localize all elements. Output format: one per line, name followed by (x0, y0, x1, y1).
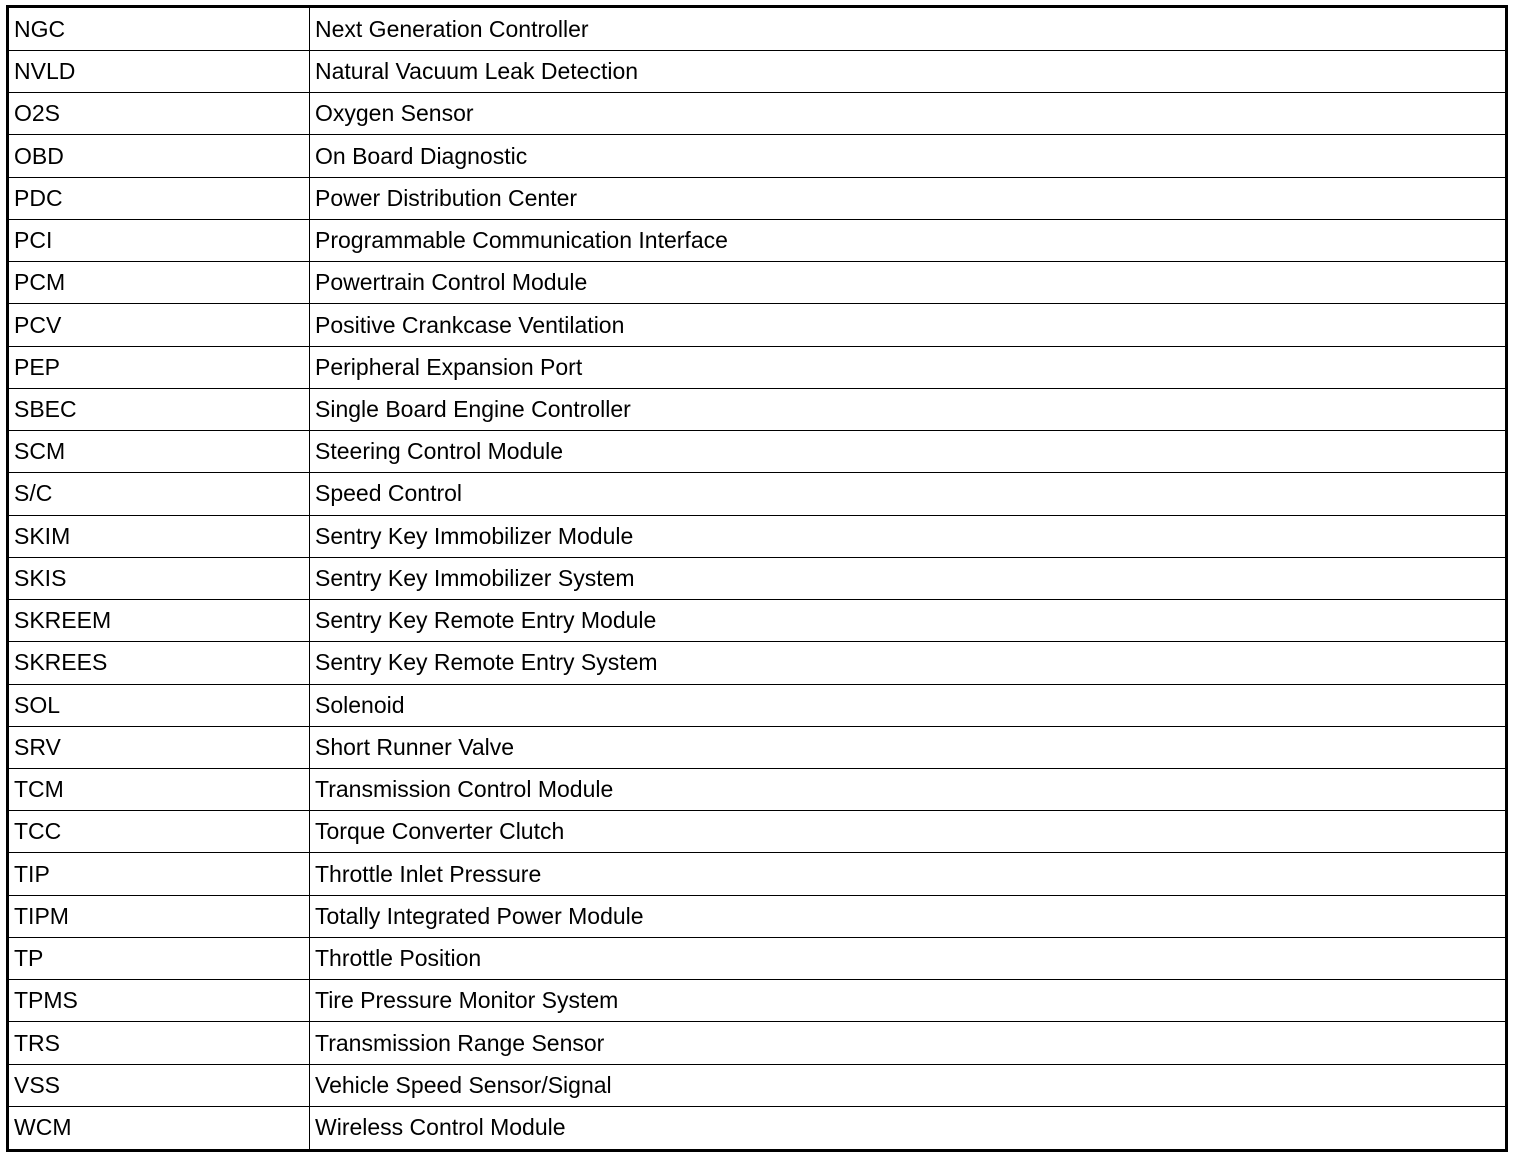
abbreviation-cell: PEP (8, 346, 310, 388)
abbreviation-table (6, 5, 1508, 1152)
meaning-cell: Next Generation Controller (310, 7, 1507, 51)
meaning-cell: Throttle Position (310, 937, 1507, 979)
abbreviation-cell: TCC (8, 811, 310, 853)
abbreviation-cell: SCM (8, 431, 310, 473)
abbreviation-cell: NGC (8, 7, 310, 51)
meaning-cell: Peripheral Expansion Port (310, 346, 1507, 388)
table-row (8, 811, 1507, 853)
meaning-cell: Power Distribution Center (310, 177, 1507, 219)
meaning-cell: Transmission Control Module (310, 768, 1507, 810)
abbreviation-cell: PCM (8, 262, 310, 304)
table-row (8, 431, 1507, 473)
table-row (8, 726, 1507, 768)
abbreviation-cell: TPMS (8, 980, 310, 1022)
meaning-cell: Positive Crankcase Ventilation (310, 304, 1507, 346)
table-row (8, 388, 1507, 430)
abbreviation-cell: TIP (8, 853, 310, 895)
table-row (8, 853, 1507, 895)
table-row (8, 473, 1507, 515)
meaning-cell: Solenoid (310, 684, 1507, 726)
table-row (8, 557, 1507, 599)
abbreviation-cell: VSS (8, 1064, 310, 1106)
abbreviation-cell: SRV (8, 726, 310, 768)
table-row (8, 684, 1507, 726)
table-row (8, 600, 1507, 642)
abbreviation-cell: TRS (8, 1022, 310, 1064)
meaning-cell: Tire Pressure Monitor System (310, 980, 1507, 1022)
meaning-cell: Sentry Key Immobilizer System (310, 557, 1507, 599)
abbreviation-cell: NVLD (8, 51, 310, 93)
table-row (8, 1106, 1507, 1150)
abbreviation-cell: SOL (8, 684, 310, 726)
abbreviation-cell: TCM (8, 768, 310, 810)
table-row (8, 304, 1507, 346)
table-row (8, 262, 1507, 304)
abbreviation-cell: TP (8, 937, 310, 979)
meaning-cell: Sentry Key Immobilizer Module (310, 515, 1507, 557)
abbreviation-cell: SKIS (8, 557, 310, 599)
meaning-cell: Powertrain Control Module (310, 262, 1507, 304)
table-row (8, 51, 1507, 93)
abbreviation-cell: WCM (8, 1106, 310, 1150)
abbreviation-cell: SBEC (8, 388, 310, 430)
table-row (8, 937, 1507, 979)
abbreviation-cell: SKREES (8, 642, 310, 684)
table-row (8, 768, 1507, 810)
meaning-cell: Sentry Key Remote Entry System (310, 642, 1507, 684)
table-row (8, 980, 1507, 1022)
meaning-cell: Single Board Engine Controller (310, 388, 1507, 430)
abbreviation-table-body (8, 7, 1507, 1151)
abbreviation-cell: O2S (8, 93, 310, 135)
meaning-cell: Wireless Control Module (310, 1106, 1507, 1150)
table-row (8, 895, 1507, 937)
abbreviation-cell: PCV (8, 304, 310, 346)
meaning-cell: Oxygen Sensor (310, 93, 1507, 135)
meaning-cell: Sentry Key Remote Entry Module (310, 600, 1507, 642)
table-row (8, 1064, 1507, 1106)
abbreviation-cell: S/C (8, 473, 310, 515)
abbreviation-cell: PCI (8, 219, 310, 261)
table-row (8, 93, 1507, 135)
meaning-cell: Torque Converter Clutch (310, 811, 1507, 853)
abbreviation-cell: SKREEM (8, 600, 310, 642)
meaning-cell: Natural Vacuum Leak Detection (310, 51, 1507, 93)
table-row (8, 346, 1507, 388)
table-row (8, 177, 1507, 219)
table-row (8, 642, 1507, 684)
abbreviation-cell: OBD (8, 135, 310, 177)
meaning-cell: Short Runner Valve (310, 726, 1507, 768)
meaning-cell: Steering Control Module (310, 431, 1507, 473)
table-row (8, 7, 1507, 51)
meaning-cell: Vehicle Speed Sensor/Signal (310, 1064, 1507, 1106)
meaning-cell: Totally Integrated Power Module (310, 895, 1507, 937)
abbreviation-cell: SKIM (8, 515, 310, 557)
meaning-cell: Throttle Inlet Pressure (310, 853, 1507, 895)
table-row (8, 515, 1507, 557)
meaning-cell: Programmable Communication Interface (310, 219, 1507, 261)
table-row (8, 135, 1507, 177)
table-row (8, 219, 1507, 261)
abbreviation-cell: PDC (8, 177, 310, 219)
meaning-cell: Transmission Range Sensor (310, 1022, 1507, 1064)
meaning-cell: On Board Diagnostic (310, 135, 1507, 177)
meaning-cell: Speed Control (310, 473, 1507, 515)
table-row (8, 1022, 1507, 1064)
abbreviation-cell: TIPM (8, 895, 310, 937)
